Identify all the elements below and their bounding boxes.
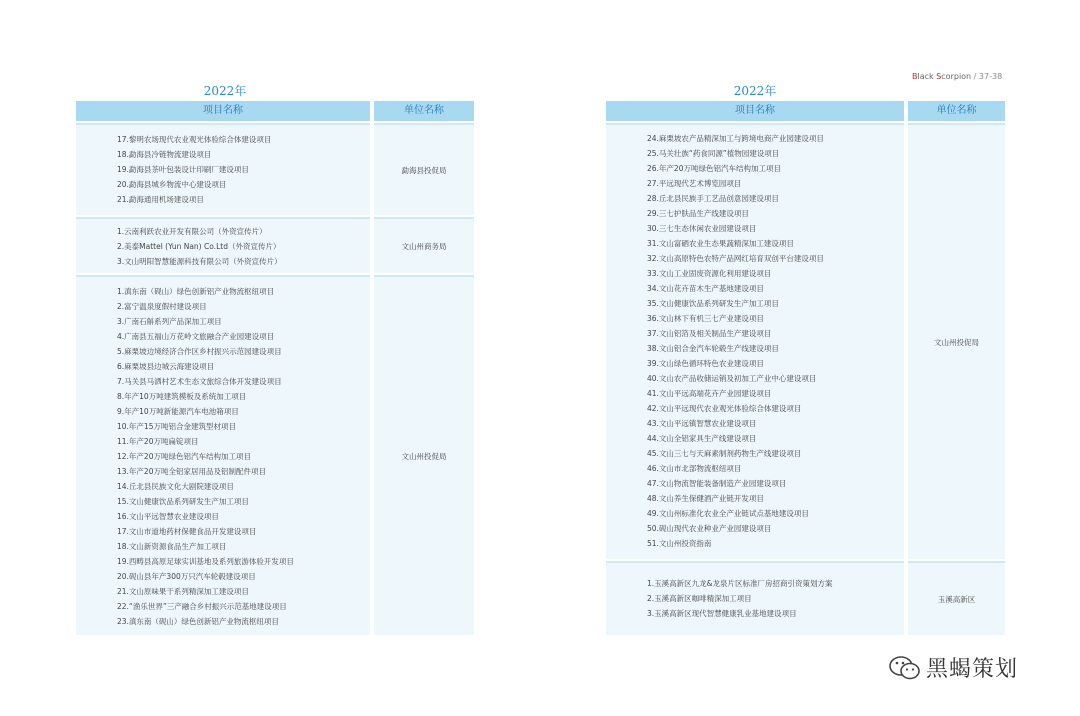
project-list <box>647 131 824 551</box>
list-item: 18.文山新资源食品生产加工项目 <box>117 542 227 551</box>
list-item: 15.文山健康饮品系列研发生产加工项目 <box>117 497 249 506</box>
project-list <box>117 132 271 207</box>
list-item: 2.富宁温泉度假村建设项目 <box>117 302 207 311</box>
list-item: 7.马关县马洒村艺术生态文旅综合体开发建设项目 <box>117 377 282 386</box>
list-item: 49.文山州标准化农业全产业链试点基地建设项目 <box>647 509 809 518</box>
list-item: 19.勐海县茶叶包装设计印刷厂建设项目 <box>117 165 249 174</box>
list-item: 39.文山绿色循环特色农业建设项目 <box>647 359 764 368</box>
list-item: 20.砚山县年产300万只汽车轮毂建设项目 <box>117 572 256 581</box>
list-item: 9.年产10万吨新能源汽车电池箱项目 <box>117 407 239 416</box>
list-item: 24.麻栗坡农产品精深加工与跨境电商产业园建设项目 <box>647 134 824 143</box>
list-item: 17.黎明农场现代农业观光体验综合体建设项目 <box>117 135 272 144</box>
list-item: 12.年产20万吨绿色铝汽车结构加工项目 <box>117 452 251 461</box>
group-unit-cell: 文山州投促局 <box>374 275 474 635</box>
list-item: 10.年产15万吨铝合金建筑型材项目 <box>117 422 236 431</box>
group-unit-cell: 文山州投促局 <box>908 123 1005 559</box>
column-header-unit: 单位名称 <box>908 101 1005 121</box>
list-item: 46.文山市北部物流枢纽项目 <box>647 464 742 473</box>
list-item: 3.文山明阳智慧能源科技有限公司（外资宣传片） <box>117 257 282 266</box>
watermark <box>888 652 1018 683</box>
list-item: 34.文山花卉苗木生产基地建设项目 <box>647 284 764 293</box>
brand-letter: S <box>936 72 942 81</box>
list-item: 31.文山富硒农业生态果蔬精深加工建设项目 <box>647 239 794 248</box>
list-item: 35.文山健康饮品系列研发生产加工项目 <box>647 299 779 308</box>
list-item: 1.玉溪高新区九龙&龙泉片区标准厂房招商引资策划方案 <box>647 579 833 588</box>
list-item: 50.砚山现代农业种业产业园建设项目 <box>647 524 772 533</box>
list-item: 43.文山平远镇智慧农业建设项目 <box>647 419 757 428</box>
column-header-unit: 单位名称 <box>374 101 474 121</box>
list-item: 32.文山高原特色农特产品网红培育双创平台建设项目 <box>647 254 824 263</box>
table-group <box>76 123 474 215</box>
list-item: 23.滇东南（砚山）绿色创新铝产业物流枢纽项目 <box>117 617 279 626</box>
list-item: 45.文山三七与天麻素制剂药物生产线建设项目 <box>647 449 802 458</box>
list-item: 51.文山州投资指南 <box>647 539 712 548</box>
list-item: 13.年产20万吨全铝家居用品及铝制配件项目 <box>117 467 266 476</box>
page-number: / 37-38 <box>971 72 1003 81</box>
list-item: 16.文山平远智慧农业建设项目 <box>117 512 219 521</box>
list-item: 3.广南石斛系列产品深加工项目 <box>117 317 222 326</box>
list-item: 33.文山工业固废资源化利用建设项目 <box>647 269 772 278</box>
group-name-cell <box>76 123 370 215</box>
list-item: 8.年产10万吨建筑模板及系统加工项目 <box>117 392 247 401</box>
table-group <box>606 561 1005 635</box>
year-title: 2022年 <box>733 84 777 98</box>
group-unit-cell: 玉溪高新区 <box>908 561 1005 635</box>
list-item: 25.马关壮族“药食同源”植物园建设项目 <box>647 149 780 158</box>
list-item: 47.文山物流智能装备制造产业园建设项目 <box>647 479 787 488</box>
project-list <box>117 284 294 629</box>
table-group <box>76 217 474 273</box>
list-item: 44.文山全铝家具生产线建设项目 <box>647 434 757 443</box>
watermark-text: 黑蝎策划 <box>926 657 1019 682</box>
list-item: 28.丘北县民族手工艺品创意园建设项目 <box>647 194 779 203</box>
group-name-cell <box>606 123 904 559</box>
group-name-cell <box>606 561 904 635</box>
list-item: 37.文山铝箔及相关制品生产建设项目 <box>647 329 772 338</box>
project-list <box>647 576 833 621</box>
list-item: 1.滇东南（砚山）绿色创新铝产业物流枢纽项目 <box>117 287 275 296</box>
list-item: 21.文山原味果干系列精深加工建设项目 <box>117 587 249 596</box>
list-item: 36.文山林下有机三七产业建设项目 <box>647 314 764 323</box>
list-item: 26.年产20万吨绿色铝汽车结构加工项目 <box>647 164 781 173</box>
group-name-cell <box>76 217 370 273</box>
project-list <box>117 224 282 269</box>
list-item: 38.文山铝合金汽车轮毂生产线建设项目 <box>647 344 779 353</box>
list-item: 17.文山市道地药材保健食品开发建设项目 <box>117 527 257 536</box>
list-item: 3.玉溪高新区现代智慧健康乳业基地建设项目 <box>647 609 797 618</box>
list-item: 6.麻栗坡县边城云海建设项目 <box>117 362 215 371</box>
table-group <box>606 123 1005 559</box>
list-item: 4.广南县五福山万花岭文旅融合产业园建设项目 <box>117 332 275 341</box>
column-header-name: 项目名称 <box>76 101 370 121</box>
brand-letter: B <box>912 72 918 81</box>
list-item: 30.三七生态休闲农业园建设项目 <box>647 224 757 233</box>
list-item: 2.美泰Mattel (Yun Nan) Co.Ltd（外资宣传片） <box>117 242 281 251</box>
list-item: 48.文山养生保健酒产业链开发项目 <box>647 494 764 503</box>
list-item: 22.“渔乐世界”三产融合乡村振兴示范基地建设项目 <box>117 602 287 611</box>
list-item: 42.文山平远现代农业观光体验综合体建设项目 <box>647 404 802 413</box>
list-item: 2.玉溪高新区咖啡精深加工项目 <box>647 594 752 603</box>
list-item: 18.勐海县冷链物流建设项目 <box>117 150 212 159</box>
list-item: 20.勐海县城乡物流中心建设项目 <box>117 180 227 189</box>
list-item: 19.西畴县高原足球实训基地及系列旅游体验开发项目 <box>117 557 294 566</box>
list-item: 27.平远现代艺术博览园项目 <box>647 179 742 188</box>
group-unit-cell: 勐海县投促局 <box>374 123 474 215</box>
list-item: 40.文山农产品收储运销及初加工产业中心建设项目 <box>647 374 817 383</box>
list-item: 14.丘北县民族文化大剧院建设项目 <box>117 482 234 491</box>
group-name-cell <box>76 275 370 635</box>
list-item: 29.三七护肤品生产线建设项目 <box>647 209 749 218</box>
list-item: 21.勐海通用机场建设项目 <box>117 195 204 204</box>
list-item: 5.麻栗坡边境经济合作区乡村振兴示范园建设项目 <box>117 347 282 356</box>
group-unit-cell: 文山州商务局 <box>374 217 474 273</box>
list-item: 1.云南利跃农业开发有限公司（外资宣传片） <box>117 227 267 236</box>
table-group <box>76 275 474 635</box>
brand-text: corpion <box>941 72 972 81</box>
year-title: 2022年 <box>203 84 247 98</box>
wechat-icon <box>888 654 922 682</box>
brand-text: lack <box>917 72 937 81</box>
list-item: 41.文山平远高端花卉产业园建设项目 <box>647 389 772 398</box>
brand-page-label <box>912 72 1002 81</box>
list-item: 11.年产20万吨扁锭项目 <box>117 437 199 446</box>
column-header-name: 项目名称 <box>606 101 904 121</box>
